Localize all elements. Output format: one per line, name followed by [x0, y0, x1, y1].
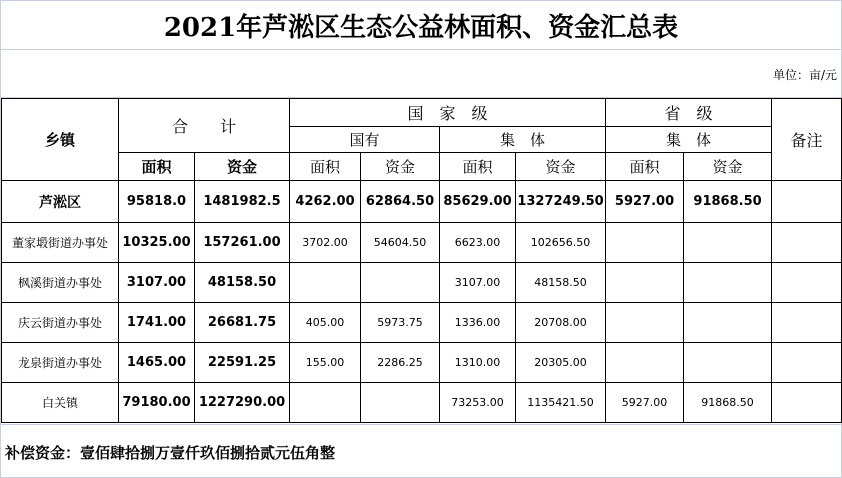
cell-nat-state-funds: 2286.25	[361, 343, 440, 383]
cell-total-funds: 1227290.00	[195, 383, 290, 423]
header-provincial-collective: 集 体	[606, 127, 772, 153]
row-name: 庆云街道办事处	[2, 303, 119, 343]
cell-nat-state-area	[290, 263, 361, 303]
cell-nat-state-funds	[361, 263, 440, 303]
header-township: 乡镇	[2, 99, 119, 181]
cell-nat-coll-funds: 20708.00	[516, 303, 606, 343]
cell-remarks	[772, 223, 842, 263]
row-name: 董家塅街道办事处	[2, 223, 119, 263]
cell-prov-coll-area	[606, 223, 684, 263]
cell-total-area: 3107.00	[119, 263, 195, 303]
cell-prov-coll-funds	[684, 303, 772, 343]
row-name: 白关镇	[2, 383, 119, 423]
compensation-note: 补偿资金：壹佰肆拾捌万壹仟玖佰捌拾贰元伍角整	[5, 444, 336, 462]
cell-nat-state-area: 3702.00	[290, 223, 361, 263]
cell-total-area: 1741.00	[119, 303, 195, 343]
row-name: 枫溪街道办事处	[2, 263, 119, 303]
header-national: 国 家 级	[290, 99, 606, 127]
cell-total-area: 79180.00	[119, 383, 195, 423]
summary-table	[1, 98, 842, 423]
header-national-state: 国有	[290, 127, 440, 153]
cell-nat-coll-funds: 1135421.50	[516, 383, 606, 423]
cell-nat-state-funds: 5973.75	[361, 303, 440, 343]
table-row	[2, 263, 842, 303]
cell-prov-coll-funds: 91868.50	[684, 383, 772, 423]
cell-total-area: 10325.00	[119, 223, 195, 263]
cell-nat-coll-funds: 1327249.50	[516, 181, 606, 223]
cell-nat-coll-area: 3107.00	[440, 263, 516, 303]
cell-total-funds: 22591.25	[195, 343, 290, 383]
cell-nat-state-area: 4262.00	[290, 181, 361, 223]
header-prov-coll-funds: 资金	[684, 153, 772, 181]
cell-prov-coll-funds	[684, 263, 772, 303]
cell-total-area: 95818.0	[119, 181, 195, 223]
footer-row	[1, 424, 841, 478]
cell-nat-state-funds	[361, 383, 440, 423]
cell-nat-state-area: 155.00	[290, 343, 361, 383]
cell-nat-coll-funds: 48158.50	[516, 263, 606, 303]
cell-remarks	[772, 263, 842, 303]
unit-label: 单位：亩/元	[772, 68, 837, 82]
table-row	[2, 181, 842, 223]
header-nat-coll-area: 面积	[440, 153, 516, 181]
table-row	[2, 303, 842, 343]
cell-remarks	[772, 181, 842, 223]
page-title: 2021年芦淞区生态公益林面积、资金汇总表	[1, 1, 841, 50]
table-row	[2, 383, 842, 423]
cell-nat-coll-area: 6623.00	[440, 223, 516, 263]
cell-nat-coll-area: 1336.00	[440, 303, 516, 343]
header-total-funds: 资金	[195, 153, 290, 181]
row-name: 芦淞区	[2, 181, 119, 223]
cell-nat-state-area	[290, 383, 361, 423]
header-prov-coll-area: 面积	[606, 153, 684, 181]
row-name: 龙泉街道办事处	[2, 343, 119, 383]
table-row	[2, 223, 842, 263]
cell-total-funds: 26681.75	[195, 303, 290, 343]
cell-total-funds: 48158.50	[195, 263, 290, 303]
header-nat-state-area: 面积	[290, 153, 361, 181]
cell-nat-coll-area: 85629.00	[440, 181, 516, 223]
cell-prov-coll-funds	[684, 343, 772, 383]
header-total-area: 面积	[119, 153, 195, 181]
cell-prov-coll-funds: 91868.50	[684, 181, 772, 223]
cell-nat-coll-funds: 20305.00	[516, 343, 606, 383]
cell-nat-coll-funds: 102656.50	[516, 223, 606, 263]
cell-prov-coll-area	[606, 343, 684, 383]
cell-nat-coll-area: 1310.00	[440, 343, 516, 383]
cell-prov-coll-funds	[684, 223, 772, 263]
header-national-collective: 集 体	[440, 127, 606, 153]
cell-prov-coll-area: 5927.00	[606, 383, 684, 423]
cell-remarks	[772, 303, 842, 343]
cell-nat-coll-area: 73253.00	[440, 383, 516, 423]
table-row	[2, 343, 842, 383]
cell-remarks	[772, 383, 842, 423]
cell-prov-coll-area	[606, 303, 684, 343]
header-remarks: 备注	[772, 99, 842, 181]
header-provincial: 省 级	[606, 99, 772, 127]
header-total: 合 计	[119, 99, 290, 153]
cell-prov-coll-area: 5927.00	[606, 181, 684, 223]
cell-prov-coll-area	[606, 263, 684, 303]
header-nat-state-funds: 资金	[361, 153, 440, 181]
cell-remarks	[772, 343, 842, 383]
cell-nat-state-funds: 62864.50	[361, 181, 440, 223]
cell-nat-state-funds: 54604.50	[361, 223, 440, 263]
header-nat-coll-funds: 资金	[516, 153, 606, 181]
cell-total-funds: 157261.00	[195, 223, 290, 263]
unit-row	[1, 49, 841, 98]
cell-nat-state-area: 405.00	[290, 303, 361, 343]
cell-total-funds: 1481982.5	[195, 181, 290, 223]
cell-total-area: 1465.00	[119, 343, 195, 383]
